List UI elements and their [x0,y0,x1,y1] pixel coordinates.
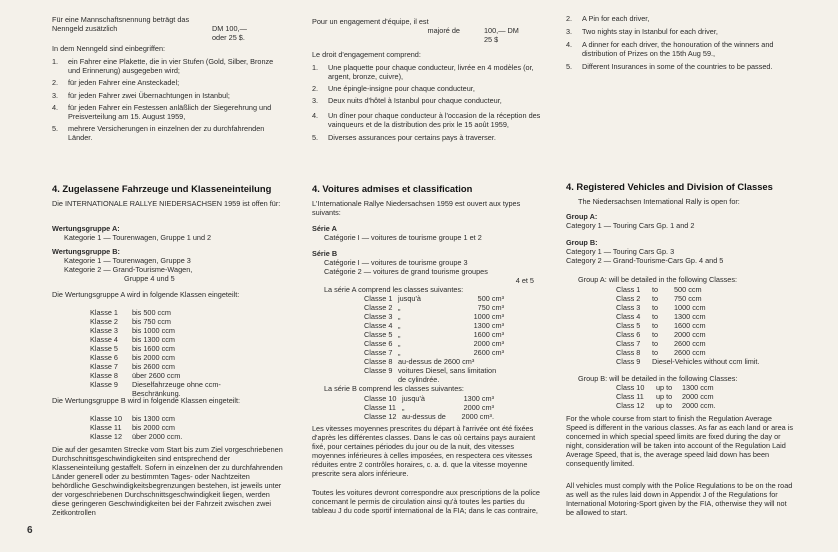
closing-paragraph-2: All vehicles must comply with the Police Regulations to be on the road as well as the rules laid down in Appendix J of the Regulations for International Motoring-Sport given by the FIA, otherwise they will not be allowed to start. [566,481,793,518]
classes-b-intro: Die Wertungsgruppe B wird in folgende Klassen eingeteilt: [52,396,241,405]
classes-a-intro: Group A: will be detailed in the following Classes: [578,275,737,284]
closing-paragraph: Die auf der gesamten Strecke vom Start bis zum Ziel vorgeschriebenen Durchschnittsgeschwindigkeiten sind entsprechend der Klasseneinteilung gestaffelt. Sofern in einzelnen der zu durchfahrenden Länder generell oder zu bestimmten Tages- oder Nachtzeiten behördliche Geschwindigkeitsbegrenzungen bestehen, ist jeweils unter der vorgeschriebenen Durchschnittsgeschwindigkeit liegen, werden diese geringeren Geschwindigkeiten bei der Fahrzeit zwischen zwei Zeitkontrollen [52,445,283,518]
list-item: Two nights stay in Istanbul for each driver, [582,27,718,37]
included-list: 2. A Pin for each driver, 3. Two nights stay in Istanbul for each driver, 4. A dinner for each driver, the honouration of the winners and distribution of Prizes on the 15th Aug 59., 5. Different Insurances in some of the countries to be passed. [566,14,794,71]
closing-paragraph-1: For the whole course from start to finish the Regulation Average Speed is different in the various classes. As far as each land or area is concerned in which special speed limits are fixed during the day or night, consideration will be taken into account of the Regulation Laid Average Speed, that is, the average speed laid down has been consequently limited. [566,414,794,469]
list-item: für jeden Fahrer eine Ansteckadel; [68,78,180,88]
classes-b-list: Klasse 10 bis 1300 ccm Klasse 11 bis 2000 ccm Klasse 12 über 2000 ccm. [90,414,183,442]
list-item: ein Fahrer eine Plakette, die in vier Stufen (Gold, Silber, Bronze und Erinnerung) ausgegeben wird; [68,57,274,76]
group-b: Group B: Category 1 — Touring Cars Gp. 3 Category 2 — Grand-Tourisme-Cars Gp. 4 and 5 [566,238,724,266]
included-list: 1. ein Fahrer eine Plakette, die in vier Stufen (Gold, Silber, Bronze und Erinnerung) ausgegeben wird; 2. für jeden Fahrer eine Ansteckadel; 3. für jeden Fahrer zwei Übernachtungen in Istanbul; 4. für jeden Fahrer ein Festessen anläßlich der Siegerehrung und Preisverteilung am 15. August 1959, 5. mehrere Versicherungen in einzelnen der zu durchfahrenden Länder. [52,57,286,142]
included-label: Le droit d'engagement comprend: [312,50,421,59]
closing-paragraph-2: Toutes les voitures devront correspondre aux prescriptions de la police concernant le permis de circulation ainsi qu'à toutes les parties du tableau J du code sportif international de la FIA; dans le cas contraire, [312,488,540,516]
group-b: Wertungsgruppe B: Kategorie 1 — Tourenwagen, Gruppe 3 Kategorie 2 — Grand-Tourisme-Wagen, Gruppe 4 und 5 [52,247,193,284]
list-item: mehrere Versicherungen in einzelnen der zu durchfahrenden Länder. [68,124,265,143]
closing-paragraph-1: Les vitesses moyennes prescrites du départ à l'arrivée ont été fixées d'après les différentes classes. Dans le cas où certains pays auraient fixé, pour certaines périodes du jour ou de la nuit, des vitesses moyennes inférieures à celles imposées, en respectera ces vitesses réduites entre 2 contrôles horaires, c. a. d. que la vitesse moyenne prescrite sera alors inférieure. [312,424,536,479]
fee-amount: DM 100,— oder 25 $. [212,24,247,43]
list-item: Diverses assurances pour certains pays à traverser. [328,133,496,143]
team-fee [52,15,286,42]
classes-b-list: Classe 10 jusqu'à 1300 cm³ Classe 11 „ 2000 cm³ Classe 12 au-dessus de 2000 cm³. [364,394,494,422]
section-heading: 4. Zugelassene Fahrzeuge und Klasseneinteilung [52,183,272,194]
team-fee: Pour un engagement d'équipe, il est majoré de 100,— DM 25 $ [312,17,519,45]
section-heading: 4. Voitures admises et classification [312,183,473,194]
list-item: A dinner for each driver, the honouration of the winners and distribution of Prizes on the 15th Aug 59., [582,40,774,59]
list-item: A Pin for each driver, [582,14,650,23]
list-item: Deux nuits d'hôtel à Istanbul pour chaque conducteur, [328,96,502,106]
fee-amount: 100,— DM 25 $ [484,26,519,45]
page-number: 6 [27,525,33,536]
classes-a-list: Classe 1 jusqu'à 500 cm³ Classe 2 „ 750 cm³ Classe 3 „ 1000 cm³ Classe 4 „ 1300 cm³ Classe 5 „ 1600 cm³ Classe 6 „ 2000 cm³ Classe 7 „ 2600 cm³ Classe 8 au-dessus de 2600 cm³ Classe 9 voitures Diesel, sans limitation de cylindrée. [364,294,504,385]
classes-b-intro: La série B comprend les classes suivantes: [324,384,464,393]
classes-a-intro: Die Wertungsgruppe A wird in folgende Klassen eingeteilt: [52,290,240,299]
serie-b: Série B Catégorie I — voitures de tourisme groupe 3 Catégorie 2 — voitures de grand tourisme groupes 4 et 5 [312,249,534,286]
included-list: 1. Une plaquette pour chaque conducteur, livrée en 4 modèles (or, argent, bronze, cuivre), 2. Une épingle-insigne pour chaque conducteur, 3. Deux nuits d'hôtel à Istanbul pour chaque conducteur, 4. Un dîner pour chaque conducteur à l'occasion de la réception des vainqueurs et de la distribution des prix le 15 août 1959, 5. Diverses assurances pour certains pays à traverser. [312,63,544,142]
classes-a-list: Klasse 1 bis 500 ccm Klasse 2 bis 750 ccm Klasse 3 bis 1000 ccm Klasse 4 bis 1300 ccm Klasse 5 bis 1600 ccm Klasse 6 bis 2000 ccm Klasse 7 bis 2600 ccm Klasse 8 über 2600 ccm Klasse 9 Dieselfahrzeuge ohne ccm-Beschränkung. [90,308,221,399]
intro-text: L'Internationale Rallye Niedersachsen 1959 est ouvert aux types suivants: [312,199,521,218]
classes-b-intro: Group B: will be detailed in the following Classes: [578,374,738,383]
intro-text: Die INTERNATIONALE RALLYE NIEDERSACHSEN 1959 ist offen für: [52,199,281,208]
list-item: Une épingle-insigne pour chaque conducteur, [328,84,475,94]
list-item: für jeden Fahrer ein Festessen anläßlich der Siegerehrung und Preisverteilung am 15. August 1959, [68,103,272,122]
classes-a-intro: La série A comprend les classes suivantes: [324,285,464,294]
list-item: Different Insurances in some of the countries to be passed. [582,62,773,72]
section-heading: 4. Registered Vehicles and Division of Classes [566,181,773,192]
included-label: In dem Nenngeld sind einbegriffen: [52,44,166,53]
intro-text: The Niedersachsen International Rally is open for: [578,197,740,206]
group-a: Group A: Category 1 — Touring Cars Gp. 1 and 2 [566,212,695,231]
list-item: für jeden Fahrer zwei Übernachtungen in Istanbul; [68,91,230,101]
fee-text: Für eine Mannschaftsnennung beträgt das Nenngeld zusätzlich [52,15,190,34]
list-item: Un dîner pour chaque conducteur à l'occasion de la réception des vainqueurs et de la distribution des prix le 15 août 1959, [328,111,541,130]
classes-a-list: Class 1 to 500 ccm Class 2 to 750 ccm Class 3 to 1000 ccm Class 4 to 1300 ccm Class 5 to 1600 ccm Class 6 to 2000 ccm Class 7 to 2600 ccm Class 8 to 2600 ccm Class 9 Diesel-Vehicles without ccm limit. [616,285,760,367]
group-a: Wertungsgruppe A: Kategorie 1 — Tourenwagen, Gruppe 1 und 2 [52,224,212,243]
classes-b-list: Class 10 up to 1300 ccm Class 11 up to 2000 ccm Class 12 up to 2000 ccm. [616,383,716,411]
list-item: Une plaquette pour chaque conducteur, livrée en 4 modèles (or, argent, bronze, cuivre), [328,63,534,82]
serie-a: Série A Catégorie I — voitures de tourisme groupe 1 et 2 [312,224,482,243]
